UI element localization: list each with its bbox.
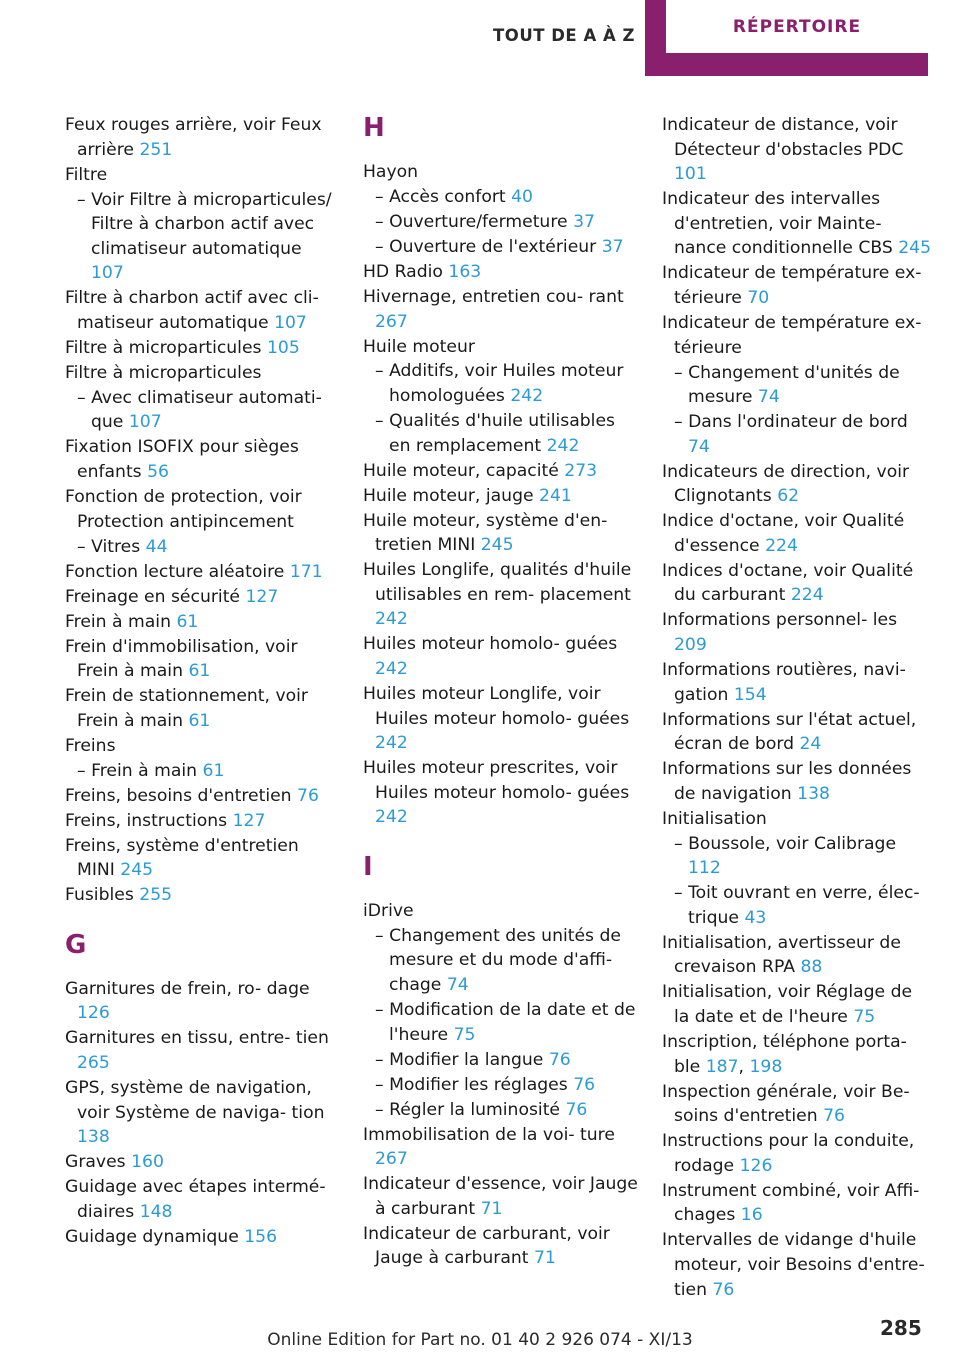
index-entry: Inscription, téléphone porta- ble 187, 198 [662, 1032, 907, 1077]
index-term: Inspection générale, voir Be- soins d'entretien [662, 1081, 910, 1127]
index-subentry [363, 210, 638, 235]
index-entry [662, 1080, 932, 1129]
page-link[interactable]: 76 [823, 1106, 845, 1127]
index-entry [662, 187, 932, 261]
page-link[interactable]: 76 [565, 1099, 588, 1120]
page-link[interactable]: 76 [548, 1049, 571, 1070]
page-link[interactable]: 105 [266, 337, 300, 358]
page-link[interactable]: 160 [131, 1152, 164, 1173]
index-term: Freinage en sécurité [65, 586, 241, 607]
page-link[interactable]: 24 [799, 734, 822, 755]
index-entry [65, 1076, 335, 1150]
page-link[interactable]: 242 [375, 609, 408, 630]
index-term: Indicateurs de direction, voir Clignotants [662, 461, 910, 507]
index-entry [363, 1172, 638, 1221]
index-subentry [662, 410, 932, 459]
page-link[interactable]: 88 [800, 957, 823, 978]
index-subentry [363, 1098, 638, 1123]
index-term: Frein à main [91, 760, 198, 781]
index-entry [65, 435, 335, 484]
index-entry [662, 708, 932, 757]
index-entry [65, 336, 335, 361]
index-subentry [65, 535, 335, 560]
index-term: Informations sur les données de navigation [662, 759, 912, 804]
index-term: Modifier les réglages [389, 1074, 568, 1095]
index-term: Indicateur de température ex- térieure [662, 312, 922, 358]
index-term: HD Radio [363, 261, 443, 282]
page-link[interactable]: 242 [375, 807, 408, 828]
index-entry [65, 1026, 335, 1075]
index-term: Huiles moteur homolo- guées [363, 634, 618, 655]
page-link[interactable]: 61 [188, 710, 211, 731]
index-term: Huiles Longlife, qualités d'huile utilisables en rem- placement [363, 560, 632, 605]
index-entry [65, 784, 335, 809]
index-subentry [662, 361, 932, 410]
index-term: Indicateur de carburant, voir Jauge à carburant [363, 1223, 610, 1269]
index-entry [65, 883, 335, 908]
page-link[interactable]: 75 [853, 1007, 876, 1028]
index-column-2 [363, 113, 638, 1271]
index-entry [65, 610, 335, 635]
index-term: Huile moteur, capacité [363, 460, 559, 481]
index-subentry [363, 185, 638, 210]
index-term: Huiles moteur prescrites, voir Huiles moteur homolo- guées [363, 758, 630, 803]
index-entry [65, 113, 335, 162]
page-link[interactable]: 245 [898, 238, 932, 259]
index-term: Inscription, téléphone porta- ble [662, 1032, 907, 1077]
index-term: Intervalles de vidange d'huile moteur, voir Besoins d'entre- tien [662, 1230, 925, 1300]
index-entry [662, 261, 932, 310]
index-term: Indicateur des intervalles d'entretien, voir Mainte- nance conditionnelle CBS [662, 189, 893, 259]
page-link[interactable]: 74 [688, 436, 710, 457]
index-entry [662, 1179, 932, 1228]
index-subentry [363, 1048, 638, 1073]
index-term: Garnitures de frein, ro- dage [65, 978, 310, 999]
index-subentry [363, 235, 638, 260]
index-term: Huile moteur [363, 336, 475, 357]
page-link[interactable]: 75 [453, 1024, 476, 1045]
index-term: Dans l'ordinateur de bord [688, 412, 908, 433]
index-subentry [363, 1073, 638, 1098]
index-subentry [65, 188, 335, 286]
page-link[interactable]: 126 [77, 1003, 110, 1024]
page-link[interactable]: 171 [289, 561, 323, 582]
index-term: Changement d'unités de mesure [688, 362, 900, 408]
section-title: TOUT DE A À Z [493, 25, 635, 45]
index-term: Filtre à microparticules [65, 337, 262, 358]
index-term: Frein d'immobilisation, voir Frein à main [65, 636, 298, 682]
page-link[interactable]: 61 [202, 760, 225, 781]
index-tab-label: RÉPERTOIRE [666, 0, 928, 53]
index-term: Huiles moteur Longlife, voir Huiles moteur homolo- guées [363, 683, 630, 729]
index-term: Immobilisation de la voi- ture [363, 1124, 615, 1145]
page-link[interactable]: 56 [147, 462, 169, 483]
index-term: Fonction de protection, voir Protection antipincement [65, 487, 302, 532]
page-link[interactable]: 101 [674, 164, 707, 185]
page-link[interactable]: 74 [757, 387, 780, 408]
index-term: Toit ouvrant en verre, élec- trique [688, 883, 920, 928]
page-link[interactable]: 126 [739, 1155, 773, 1176]
index-entry [662, 559, 932, 608]
index-term: Informations routières, navi- gation [662, 659, 906, 705]
index-term: Initialisation [662, 808, 767, 829]
index-term: Guidage dynamique [65, 1226, 239, 1247]
page-link[interactable]: 242 [546, 435, 580, 456]
index-term: Indicateur d'essence, voir Jauge à carburant [363, 1174, 638, 1219]
index-entry [65, 635, 335, 684]
index-term: Vitres [91, 536, 141, 557]
page-link[interactable]: 71 [534, 1248, 556, 1269]
index-entry [662, 658, 932, 707]
page-number: 285 [880, 1316, 922, 1340]
page-link[interactable]: 245 [480, 535, 514, 556]
page-link[interactable]: 241 [539, 485, 572, 506]
index-subentry [65, 759, 335, 784]
section-letter: H [363, 113, 385, 143]
index-term: GPS, système de navigation, voir Système de naviga- tion [65, 1077, 325, 1123]
index-subentry [662, 881, 932, 930]
page-link[interactable]: 43 [744, 907, 767, 928]
index-entry [65, 809, 335, 834]
section-letter: I [363, 851, 373, 882]
page-link[interactable]: 16 [740, 1205, 763, 1226]
index-entry [363, 899, 638, 924]
index-entry [662, 931, 932, 980]
index-term: Indicateur de température ex- térieure [662, 263, 922, 308]
index-term: Fusibles [65, 885, 134, 906]
page-link[interactable]: 187 [705, 1056, 739, 1077]
index-entry [65, 485, 335, 534]
page-link[interactable]: 245 [120, 860, 154, 881]
index-entry [662, 980, 932, 1029]
index-subentry [363, 359, 638, 408]
index-term: iDrive [363, 900, 414, 921]
page-link[interactable]: 242 [375, 658, 408, 679]
page-link[interactable]: 255 [139, 885, 173, 906]
index-entry [363, 509, 638, 558]
page-link[interactable]: 107 [128, 412, 162, 433]
index-entry [363, 558, 638, 632]
index-term: Huile moteur, jauge [363, 485, 534, 506]
page-link[interactable]: 251 [139, 139, 173, 160]
index-entry [662, 807, 932, 832]
page-link[interactable]: 70 [747, 287, 770, 308]
index-column-1 [65, 113, 335, 1250]
index-entry [65, 1150, 335, 1175]
index-entry [65, 977, 335, 1026]
index-entry [662, 1228, 932, 1302]
index-entry [65, 560, 335, 585]
index-term: Freins, instructions [65, 810, 228, 831]
index-entry [363, 756, 638, 830]
index-subentry [363, 409, 638, 458]
index-term: Changement des unités de mesure et du mode d'affi- chage [389, 925, 621, 996]
index-term: Freins, système d'entretien MINI [65, 835, 299, 881]
index-term: Modification de la date et de l'heure [389, 1000, 636, 1045]
index-entry [363, 285, 638, 334]
page-link[interactable]: 40 [511, 186, 533, 207]
index-term: Freins, besoins d'entretien [65, 785, 292, 806]
index-entry [662, 460, 932, 509]
index-term: Boussole, voir Calibrage [688, 833, 897, 854]
index-entry [363, 1123, 638, 1172]
index-term: Filtre à charbon actif avec cli- matiseur automatique [65, 288, 319, 333]
index-term: Frein à main [65, 611, 171, 632]
index-term: Initialisation, avertisseur de crevaison RPA [662, 932, 901, 978]
index-term: Fixation ISOFIX pour sièges enfants [65, 437, 299, 483]
index-tab[interactable] [645, 0, 928, 76]
page-link[interactable]: 242 [510, 386, 544, 407]
index-entry [65, 734, 335, 759]
index-term: Hayon [363, 162, 419, 182]
index-entry [363, 1222, 638, 1271]
section-letter: G [65, 929, 87, 960]
index-term: Indicateur de distance, voir Détecteur d'obstacles PDC [662, 115, 904, 160]
page-link[interactable]: 61 [176, 611, 199, 632]
page-link[interactable]: 37 [573, 211, 595, 232]
index-entry [65, 1225, 335, 1250]
page-link[interactable]: 267 [375, 311, 408, 332]
index-entry [65, 163, 335, 188]
page-link[interactable]: 273 [564, 460, 598, 481]
index-entry [65, 286, 335, 335]
index-term: Freins [65, 735, 116, 756]
index-entry [363, 459, 638, 484]
index-term: Modifier la langue [389, 1049, 544, 1070]
index-term: Additifs, voir Huiles moteur homologuées [389, 361, 624, 407]
index-subentry [363, 998, 638, 1047]
index-term: Fonction lecture aléatoire [65, 561, 285, 582]
index-term: Régler la luminosité [389, 1099, 561, 1120]
index-term: Initialisation, voir Réglage de la date et de l'heure [662, 982, 913, 1028]
page-link[interactable]: 224 [765, 535, 798, 556]
index-subentry [662, 832, 932, 881]
index-term: Guidage avec étapes intermé- diaires [65, 1177, 326, 1222]
page-link[interactable]: 112 [688, 858, 721, 879]
index-term: Qualités d'huile utilisables en remplacement [389, 411, 615, 456]
index-term: Hivernage, entretien cou- rant [363, 286, 624, 307]
index-entry [662, 509, 932, 558]
page-link[interactable]: 76 [573, 1074, 596, 1095]
index-entry [662, 1129, 932, 1178]
page-link[interactable]: 71 [480, 1198, 503, 1219]
index-entry [363, 335, 638, 360]
index-term: Huile moteur, système d'en- tretien MINI [363, 510, 608, 556]
page-link[interactable]: 156 [244, 1226, 278, 1247]
page-link[interactable]: 198 [749, 1056, 783, 1077]
page-link[interactable]: 76 [297, 785, 319, 806]
index-subentry [363, 924, 638, 998]
page-link[interactable]: 74 [446, 975, 469, 996]
index-term: Feux rouges arrière, voir Feux arrière [65, 115, 322, 160]
page-link[interactable]: 44 [145, 536, 168, 557]
page-link[interactable]: 62 [777, 486, 800, 507]
index-term: Indice d'octane, voir Qualité d'essence [662, 511, 905, 556]
index-entry [65, 834, 335, 883]
index-term: Instructions pour la conduite, rodage [662, 1131, 915, 1176]
page-link[interactable]: 154 [733, 684, 767, 705]
index-term: Filtre [65, 164, 108, 185]
index-entry [662, 311, 932, 360]
page-link[interactable]: 37 [601, 236, 624, 257]
page-link[interactable]: 224 [790, 585, 824, 606]
index-entry [65, 585, 335, 610]
page-link[interactable]: 138 [77, 1127, 110, 1148]
index-entry [65, 684, 335, 733]
index-entry [662, 113, 932, 187]
page-link[interactable]: 127 [232, 810, 266, 831]
page-link[interactable]: 61 [188, 661, 211, 682]
page-link[interactable]: 107 [91, 263, 124, 284]
page-link[interactable]: 148 [139, 1201, 173, 1222]
index-term: Accès confort [389, 186, 506, 207]
index-term: Indices d'octane, voir Qualité du carburant [662, 560, 914, 606]
index-term: Graves [65, 1152, 126, 1173]
page-link[interactable]: 209 [674, 634, 707, 655]
page-link[interactable]: 127 [245, 586, 279, 607]
index-term: Voir Filtre à microparticules/ Filtre à charbon actif avec climatiseur automatique [91, 189, 332, 259]
index-entry [363, 160, 638, 185]
page-link[interactable]: 107 [274, 312, 307, 333]
index-subentry [65, 386, 335, 435]
page-link[interactable]: 138 [797, 783, 830, 804]
index-term: Ouverture de l'extérieur [389, 236, 597, 257]
page-link[interactable]: 265 [77, 1052, 110, 1073]
page-link[interactable]: 242 [375, 733, 408, 754]
index-entry [363, 484, 638, 509]
index-term: Garnitures en tissu, entre- tien [65, 1028, 329, 1049]
page-link[interactable]: 267 [375, 1149, 408, 1170]
index-entry [65, 1175, 335, 1224]
index-term: Informations sur l'état actuel, écran de bord [662, 709, 917, 755]
index-term: Filtre à microparticules [65, 362, 262, 383]
index-term: Frein de stationnement, voir Frein à main [65, 686, 308, 731]
index-entry [363, 632, 638, 681]
index-entry [662, 608, 932, 657]
index-term: Instrument combiné, voir Affi- chages [662, 1180, 920, 1226]
index-column-3 [662, 113, 932, 1302]
footer-edition: Online Edition for Part no. 01 40 2 926 074 - XI/13 [267, 1330, 693, 1350]
index-entry [65, 361, 335, 386]
index-entry [363, 682, 638, 756]
index-term: Informations personnel- les [662, 610, 898, 631]
index-term: Avec climatiseur automati- que [91, 387, 322, 433]
page-link[interactable]: 76 [712, 1279, 735, 1300]
index-entry [363, 260, 638, 285]
page-link[interactable]: 163 [448, 261, 482, 282]
index-term: Ouverture/fermeture [389, 211, 568, 232]
index-entry [662, 757, 932, 806]
